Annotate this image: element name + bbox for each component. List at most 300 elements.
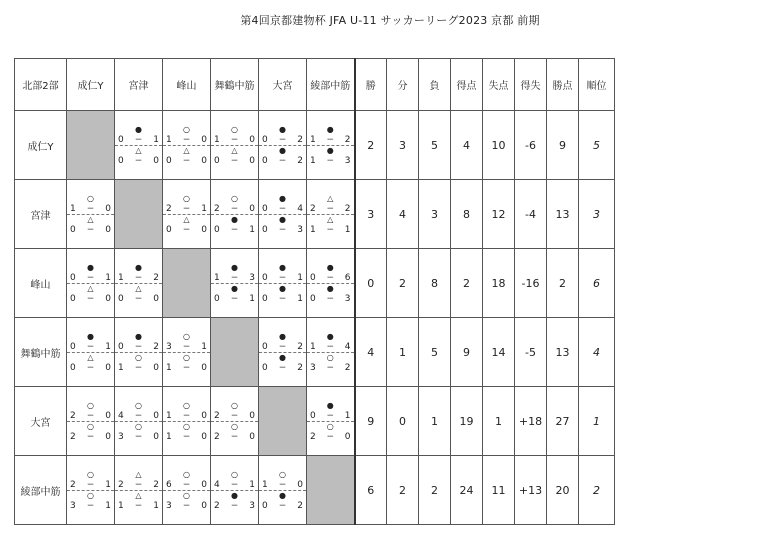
stat-value: 4 <box>451 111 483 180</box>
team-row <box>15 111 615 180</box>
score-against: 1 <box>249 224 255 235</box>
match-score <box>259 294 306 304</box>
match-score <box>163 156 210 166</box>
match-score <box>211 294 258 304</box>
match-score <box>163 363 210 373</box>
stat-header: 負 <box>419 59 451 111</box>
score-dash: − <box>278 293 287 304</box>
match-game <box>115 490 162 511</box>
score-dash: − <box>326 410 335 421</box>
score-against: 2 <box>297 362 303 373</box>
score-against: 0 <box>201 155 207 166</box>
stat-value: -5 <box>515 318 547 387</box>
score-dash: − <box>86 203 95 214</box>
stat-value: 24 <box>451 456 483 525</box>
result-symbol: ○ <box>183 124 190 134</box>
match-cell <box>259 249 307 318</box>
column-team-header: 成仁Y <box>67 59 115 111</box>
match-score <box>163 204 210 214</box>
score-against: 4 <box>297 203 303 214</box>
score-against: 2 <box>344 134 351 145</box>
match-game <box>307 263 354 283</box>
match-game <box>259 490 306 511</box>
team-row <box>15 318 615 387</box>
score-against: 0 <box>249 410 255 421</box>
stat-value: 6 <box>355 456 387 525</box>
score-dash: − <box>230 500 239 511</box>
score-against: 0 <box>297 479 303 490</box>
match-game <box>307 214 354 235</box>
score-dash: − <box>326 224 335 235</box>
score-dash: − <box>182 362 191 373</box>
match-score <box>211 480 258 490</box>
stat-value: 0 <box>387 387 419 456</box>
match-score <box>67 432 114 442</box>
score-for: 1 <box>166 431 172 442</box>
match-score <box>307 156 354 166</box>
match-score <box>259 273 306 283</box>
match-cell <box>115 318 163 387</box>
match-score <box>163 411 210 421</box>
match-score <box>307 273 354 283</box>
match-game <box>163 490 210 511</box>
match-result <box>163 194 210 235</box>
score-for: 1 <box>166 362 172 373</box>
score-dash: − <box>182 500 191 511</box>
score-for: 0 <box>262 203 268 214</box>
match-score <box>211 411 258 421</box>
match-result <box>307 125 354 166</box>
score-against: 0 <box>105 224 111 235</box>
result-symbol: ● <box>279 331 286 341</box>
score-dash: − <box>326 293 335 304</box>
team-row <box>15 387 615 456</box>
score-against: 2 <box>297 500 303 511</box>
score-against: 0 <box>153 431 159 442</box>
score-dash: − <box>182 224 191 235</box>
score-dash: − <box>230 431 239 442</box>
result-symbol: ○ <box>135 352 142 362</box>
match-result <box>259 470 306 511</box>
score-against: 1 <box>249 293 255 304</box>
score-dash: − <box>134 293 143 304</box>
column-team-header: 宮津 <box>115 59 163 111</box>
score-for: 1 <box>214 272 220 283</box>
score-for: 4 <box>118 410 124 421</box>
score-for: 2 <box>214 431 220 442</box>
score-for: 0 <box>262 272 268 283</box>
result-symbol: ● <box>326 283 334 293</box>
score-dash: − <box>278 155 287 166</box>
score-against: 1 <box>105 479 111 490</box>
match-score <box>163 342 210 352</box>
score-against: 0 <box>249 134 255 145</box>
match-result <box>211 263 258 304</box>
score-for: 0 <box>118 293 124 304</box>
match-score <box>259 342 306 352</box>
score-for: 2 <box>214 203 220 214</box>
score-against: 3 <box>249 272 255 283</box>
match-cell <box>211 456 259 525</box>
score-for: 1 <box>118 362 124 373</box>
match-cell <box>307 180 355 249</box>
result-symbol: △ <box>135 283 142 293</box>
result-symbol: ● <box>231 262 238 272</box>
stat-value: 9 <box>355 387 387 456</box>
score-dash: − <box>278 341 287 352</box>
match-game <box>115 401 162 421</box>
stat-value: 2 <box>387 456 419 525</box>
score-for: 1 <box>310 155 316 166</box>
stat-value: 1 <box>483 387 515 456</box>
score-against: 0 <box>153 410 159 421</box>
score-against: 1 <box>153 500 159 511</box>
match-cell <box>211 180 259 249</box>
score-for: 2 <box>118 479 124 490</box>
score-against: 2 <box>297 155 303 166</box>
score-for: 1 <box>118 272 124 283</box>
match-result <box>307 401 354 442</box>
column-team-header: 綾部中筋 <box>307 59 355 111</box>
stat-header: 失点 <box>483 59 515 111</box>
match-game <box>259 125 306 145</box>
match-game <box>163 421 210 442</box>
match-game <box>307 125 354 145</box>
match-result <box>67 194 114 235</box>
match-game <box>259 263 306 283</box>
stat-value: 2 <box>419 456 451 525</box>
score-against: 1 <box>201 341 207 352</box>
score-for: 3 <box>166 341 172 352</box>
stat-value: 14 <box>483 318 515 387</box>
result-symbol: ● <box>279 214 286 224</box>
match-game <box>67 401 114 421</box>
league-table <box>14 58 615 525</box>
score-dash: − <box>86 341 95 352</box>
match-game <box>307 283 354 304</box>
stat-value: 4 <box>355 318 387 387</box>
rank-value: 5 <box>579 111 615 180</box>
result-symbol: ● <box>326 331 334 341</box>
match-game <box>259 352 306 373</box>
match-game <box>67 332 114 352</box>
score-against: 1 <box>105 341 111 352</box>
match-score <box>211 204 258 214</box>
match-score <box>307 363 354 373</box>
match-score <box>115 273 162 283</box>
row-team-name: 大宮 <box>15 387 67 456</box>
score-for: 0 <box>262 134 268 145</box>
match-score <box>211 225 258 235</box>
match-game <box>67 421 114 442</box>
match-cell <box>115 456 163 525</box>
score-for: 0 <box>214 293 220 304</box>
match-cell <box>163 111 211 180</box>
match-score <box>259 363 306 373</box>
score-for: 2 <box>310 431 316 442</box>
match-game <box>163 194 210 214</box>
stat-value: 5 <box>419 318 451 387</box>
score-against: 0 <box>201 500 207 511</box>
score-for: 0 <box>70 224 76 235</box>
score-dash: − <box>230 134 239 145</box>
match-score <box>115 363 162 373</box>
score-against: 1 <box>344 410 351 421</box>
corner-label: 北部2部 <box>15 59 67 111</box>
stat-value: +13 <box>515 456 547 525</box>
match-result <box>67 401 114 442</box>
score-for: 0 <box>214 224 220 235</box>
match-game <box>163 145 210 166</box>
result-symbol: ○ <box>183 469 190 479</box>
result-symbol: ○ <box>326 352 334 362</box>
stat-value: 13 <box>547 180 579 249</box>
match-score <box>259 204 306 214</box>
score-for: 1 <box>118 500 124 511</box>
score-against: 0 <box>105 203 111 214</box>
score-dash: − <box>86 293 95 304</box>
match-score <box>115 342 162 352</box>
match-score <box>211 156 258 166</box>
result-symbol: △ <box>87 214 94 224</box>
match-cell <box>307 387 355 456</box>
score-against: 1 <box>249 479 255 490</box>
score-for: 0 <box>262 341 268 352</box>
result-symbol: ○ <box>183 421 190 431</box>
match-cell <box>67 456 115 525</box>
match-score <box>211 501 258 511</box>
result-symbol: ● <box>279 145 286 155</box>
match-score <box>163 480 210 490</box>
self-match-cell <box>259 387 307 456</box>
result-symbol: △ <box>135 469 142 479</box>
score-for: 3 <box>70 500 76 511</box>
match-score <box>259 480 306 490</box>
score-dash: − <box>86 410 95 421</box>
match-game <box>211 401 258 421</box>
score-for: 0 <box>70 293 76 304</box>
match-cell <box>115 249 163 318</box>
score-against: 3 <box>297 224 303 235</box>
score-for: 2 <box>70 410 76 421</box>
score-for: 0 <box>166 155 172 166</box>
result-symbol: ○ <box>135 421 142 431</box>
score-for: 0 <box>310 293 316 304</box>
rank-value: 3 <box>579 180 615 249</box>
match-score <box>163 135 210 145</box>
score-dash: − <box>134 431 143 442</box>
match-result <box>115 125 162 166</box>
match-score <box>259 135 306 145</box>
match-result <box>67 263 114 304</box>
score-dash: − <box>326 155 335 166</box>
rank-value: 4 <box>579 318 615 387</box>
score-for: 1 <box>310 134 316 145</box>
stat-value: 9 <box>451 318 483 387</box>
score-dash: − <box>278 479 287 490</box>
match-score <box>115 480 162 490</box>
match-result <box>307 194 354 235</box>
row-team-name: 宮津 <box>15 180 67 249</box>
match-game <box>67 470 114 490</box>
score-dash: − <box>182 431 191 442</box>
result-symbol: ○ <box>183 352 190 362</box>
score-for: 0 <box>310 272 316 283</box>
result-symbol: ○ <box>326 421 334 431</box>
score-dash: − <box>134 410 143 421</box>
row-team-name: 舞鶴中筋 <box>15 318 67 387</box>
match-cell <box>67 180 115 249</box>
score-for: 0 <box>118 341 124 352</box>
score-against: 0 <box>153 293 159 304</box>
stat-value: 3 <box>387 111 419 180</box>
stat-value: -4 <box>515 180 547 249</box>
stat-header: 分 <box>387 59 419 111</box>
score-against: 6 <box>344 272 351 283</box>
self-match-cell <box>67 111 115 180</box>
match-game <box>259 145 306 166</box>
match-result <box>211 470 258 511</box>
row-team-name: 成仁Y <box>15 111 67 180</box>
match-result <box>163 470 210 511</box>
score-against: 0 <box>153 155 159 166</box>
match-game <box>211 283 258 304</box>
match-score <box>115 501 162 511</box>
score-for: 6 <box>166 479 172 490</box>
score-dash: − <box>278 134 287 145</box>
team-row <box>15 249 615 318</box>
match-game <box>115 352 162 373</box>
score-against: 1 <box>344 224 351 235</box>
match-game <box>115 283 162 304</box>
score-dash: − <box>230 224 239 235</box>
result-symbol: ● <box>279 193 286 203</box>
score-dash: − <box>86 272 95 283</box>
match-game <box>67 214 114 235</box>
result-symbol: ○ <box>87 421 94 431</box>
match-game <box>307 332 354 352</box>
match-score <box>115 411 162 421</box>
match-result <box>211 194 258 235</box>
match-game <box>115 421 162 442</box>
score-dash: − <box>230 479 239 490</box>
score-against: 2 <box>153 341 159 352</box>
match-game <box>259 214 306 235</box>
result-symbol: ○ <box>183 400 190 410</box>
stat-value: 9 <box>547 111 579 180</box>
match-game <box>67 352 114 373</box>
match-score <box>67 480 114 490</box>
match-game <box>163 470 210 490</box>
match-cell <box>259 180 307 249</box>
stat-value: 3 <box>419 180 451 249</box>
match-result <box>259 332 306 373</box>
score-dash: − <box>134 134 143 145</box>
score-dash: − <box>182 410 191 421</box>
score-against: 0 <box>105 362 111 373</box>
score-for: 1 <box>262 479 268 490</box>
match-game <box>67 283 114 304</box>
match-result <box>259 263 306 304</box>
score-dash: − <box>278 500 287 511</box>
result-symbol: ● <box>326 262 334 272</box>
team-row <box>15 456 615 525</box>
match-game <box>259 332 306 352</box>
match-score <box>259 225 306 235</box>
match-score <box>307 225 354 235</box>
match-game <box>211 125 258 145</box>
rank-value: 2 <box>579 456 615 525</box>
score-against: 0 <box>105 293 111 304</box>
score-against: 0 <box>249 203 255 214</box>
score-dash: − <box>134 272 143 283</box>
match-game <box>163 332 210 352</box>
match-game <box>307 194 354 214</box>
result-symbol: △ <box>135 145 142 155</box>
stat-header: 得失 <box>515 59 547 111</box>
match-cell <box>67 318 115 387</box>
stat-value: 20 <box>547 456 579 525</box>
score-against: 2 <box>297 134 303 145</box>
result-symbol: △ <box>135 490 142 500</box>
result-symbol: ○ <box>183 331 190 341</box>
page-title: 第4回京都建物杯 JFA U-11 サッカーリーグ2023 京都 前期 <box>240 14 540 27</box>
match-game <box>67 263 114 283</box>
league-table-container <box>14 58 615 525</box>
stat-value: +18 <box>515 387 547 456</box>
match-game <box>211 421 258 442</box>
score-against: 3 <box>344 293 351 304</box>
match-cell <box>163 387 211 456</box>
column-team-header: 舞鶴中筋 <box>211 59 259 111</box>
match-result <box>259 194 306 235</box>
match-cell <box>163 318 211 387</box>
result-symbol: ● <box>135 331 142 341</box>
result-symbol: ● <box>279 124 286 134</box>
result-symbol: △ <box>327 193 334 203</box>
score-dash: − <box>86 500 95 511</box>
match-score <box>211 432 258 442</box>
rank-value: 6 <box>579 249 615 318</box>
row-team-name: 峰山 <box>15 249 67 318</box>
score-against: 1 <box>201 203 207 214</box>
match-game <box>163 214 210 235</box>
score-dash: − <box>230 155 239 166</box>
match-score <box>163 501 210 511</box>
score-dash: − <box>278 203 287 214</box>
score-for: 2 <box>70 431 76 442</box>
stat-header: 勝点 <box>547 59 579 111</box>
match-game <box>211 470 258 490</box>
match-score <box>67 501 114 511</box>
stat-value: 27 <box>547 387 579 456</box>
result-symbol: ○ <box>279 469 286 479</box>
stat-value: 18 <box>483 249 515 318</box>
match-game <box>115 263 162 283</box>
match-result <box>211 125 258 166</box>
result-symbol: ○ <box>231 400 238 410</box>
score-dash: − <box>230 203 239 214</box>
match-game <box>211 145 258 166</box>
match-result <box>115 470 162 511</box>
score-for: 1 <box>166 410 172 421</box>
result-symbol: ● <box>326 400 334 410</box>
result-symbol: ● <box>279 262 286 272</box>
match-cell <box>259 318 307 387</box>
match-game <box>163 401 210 421</box>
stat-value: 12 <box>483 180 515 249</box>
score-dash: − <box>86 224 95 235</box>
